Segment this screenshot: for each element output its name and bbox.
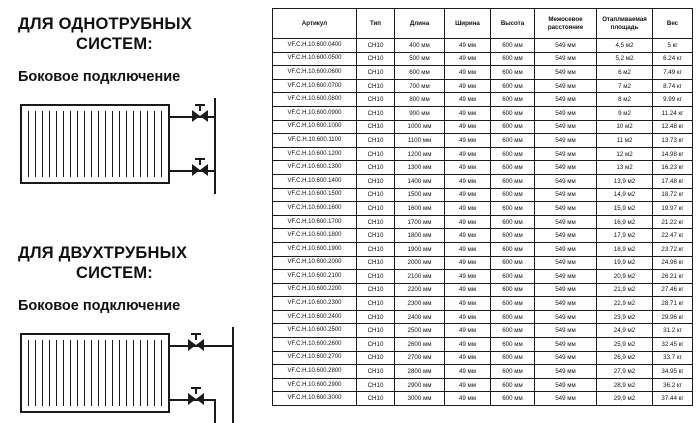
cell-article: VF.C.H.10.600.1100 — [273, 134, 357, 148]
cell-center-distance: 549 мм — [535, 365, 597, 379]
cell-width: 49 мм — [445, 365, 491, 379]
cell-type: CH10 — [357, 365, 395, 379]
cell-length: 800 мм — [395, 93, 445, 107]
table-row — [273, 174, 693, 188]
cell-length: 2400 мм — [395, 310, 445, 324]
two-pipe-diagram — [18, 327, 254, 423]
cell-heated-area: 5,2 м2 — [597, 52, 653, 66]
cell-heated-area: 10 м2 — [597, 120, 653, 134]
cell-width: 49 мм — [445, 39, 491, 53]
cell-width: 49 мм — [445, 229, 491, 243]
cell-length: 1200 мм — [395, 147, 445, 161]
cell-heated-area: 13 м2 — [597, 161, 653, 175]
cell-weight: 34.95 кг — [653, 365, 693, 379]
table-row — [273, 66, 693, 80]
cell-center-distance: 549 мм — [535, 270, 597, 284]
cell-type: CH10 — [357, 242, 395, 256]
radiator-body-two — [20, 333, 170, 413]
cell-heated-area: 29,9 м2 — [597, 392, 653, 406]
cell-center-distance: 549 мм — [535, 93, 597, 107]
table-row — [273, 392, 693, 406]
cell-width: 49 мм — [445, 106, 491, 120]
cell-length: 1600 мм — [395, 202, 445, 216]
radiator-fins-two — [28, 340, 162, 406]
cell-type: CH10 — [357, 134, 395, 148]
cell-heated-area: 24,9 м2 — [597, 324, 653, 338]
table-row — [273, 338, 693, 352]
cell-width: 49 мм — [445, 392, 491, 406]
cell-width: 49 мм — [445, 256, 491, 270]
specs-table-head — [273, 9, 693, 39]
cell-weight: 27.46 кг — [653, 283, 693, 297]
table-row — [273, 270, 693, 284]
cell-article: VF.C.H.10.600.1700 — [273, 215, 357, 229]
cell-height: 600 мм — [491, 188, 535, 202]
two-pipe-title — [18, 243, 258, 283]
single-pipe-title — [18, 14, 258, 54]
cell-article: VF.C.H.10.600.2900 — [273, 378, 357, 392]
table-row — [273, 39, 693, 53]
single-pipe-title-line2: СИСТЕМ: — [76, 35, 154, 53]
single-pipe-diagram — [18, 98, 254, 194]
cell-center-distance: 549 мм — [535, 283, 597, 297]
cell-weight: 16.23 кг — [653, 161, 693, 175]
cell-weight: 13.73 кг — [653, 134, 693, 148]
cell-weight: 26.21 кг — [653, 270, 693, 284]
table-row — [273, 229, 693, 243]
cell-type: CH10 — [357, 188, 395, 202]
cell-article: VF.C.H.10.600.2800 — [273, 365, 357, 379]
cell-height: 600 мм — [491, 93, 535, 107]
cell-type: CH10 — [357, 392, 395, 406]
table-header-row — [273, 9, 693, 39]
cell-center-distance: 549 мм — [535, 242, 597, 256]
cell-height: 600 мм — [491, 106, 535, 120]
cell-height: 600 мм — [491, 174, 535, 188]
cell-width: 49 мм — [445, 378, 491, 392]
cell-height: 600 мм — [491, 351, 535, 365]
table-row — [273, 256, 693, 270]
th-article: Артикул — [273, 9, 357, 39]
cell-type: CH10 — [357, 324, 395, 338]
specs-table-body — [273, 39, 693, 406]
cell-weight: 9.99 кг — [653, 93, 693, 107]
cell-type: CH10 — [357, 174, 395, 188]
cell-width: 49 мм — [445, 202, 491, 216]
cell-weight: 28.71 кг — [653, 297, 693, 311]
cell-type: CH10 — [357, 297, 395, 311]
cell-length: 1400 мм — [395, 174, 445, 188]
cell-weight: 21.22 кг — [653, 215, 693, 229]
cell-type: CH10 — [357, 229, 395, 243]
cell-width: 49 мм — [445, 134, 491, 148]
cell-height: 600 мм — [491, 66, 535, 80]
cell-width: 49 мм — [445, 270, 491, 284]
cell-center-distance: 549 мм — [535, 215, 597, 229]
th-heated-area: Отапливаемая площадь — [597, 9, 653, 39]
cell-width: 49 мм — [445, 93, 491, 107]
cell-width: 49 мм — [445, 161, 491, 175]
cell-weight: 22.47 кг — [653, 229, 693, 243]
cell-center-distance: 549 мм — [535, 39, 597, 53]
cell-weight: 24.96 кг — [653, 256, 693, 270]
cell-weight: 23.72 кг — [653, 242, 693, 256]
radiator-fins-single — [28, 111, 162, 177]
cell-length: 2600 мм — [395, 338, 445, 352]
cell-length: 2900 мм — [395, 378, 445, 392]
cell-length: 1800 мм — [395, 229, 445, 243]
table-row — [273, 283, 693, 297]
cell-weight: 8.74 кг — [653, 79, 693, 93]
table-row — [273, 134, 693, 148]
cell-heated-area: 23,9 м2 — [597, 310, 653, 324]
cell-center-distance: 549 мм — [535, 106, 597, 120]
cell-weight: 37.44 кг — [653, 392, 693, 406]
table-row — [273, 93, 693, 107]
cell-weight: 6.24 кг — [653, 52, 693, 66]
cell-article: VF.C.H.10.600.2300 — [273, 297, 357, 311]
cell-article: VF.C.H.10.600.2400 — [273, 310, 357, 324]
cell-length: 1900 мм — [395, 242, 445, 256]
cell-length: 2100 мм — [395, 270, 445, 284]
cell-width: 49 мм — [445, 242, 491, 256]
cell-length: 1300 мм — [395, 161, 445, 175]
cell-heated-area: 8 м2 — [597, 93, 653, 107]
table-row — [273, 188, 693, 202]
valve-top-single — [192, 110, 208, 122]
cell-type: CH10 — [357, 283, 395, 297]
cell-article: VF.C.H.10.600.1300 — [273, 161, 357, 175]
cell-heated-area: 19,9 м2 — [597, 256, 653, 270]
table-row — [273, 106, 693, 120]
cell-type: CH10 — [357, 378, 395, 392]
table-row — [273, 242, 693, 256]
table-row — [273, 52, 693, 66]
table-row — [273, 147, 693, 161]
table-row — [273, 120, 693, 134]
cell-length: 2500 мм — [395, 324, 445, 338]
cell-article: VF.C.H.10.600.3000 — [273, 392, 357, 406]
pipe-riser-single — [214, 98, 216, 194]
cell-article: VF.C.H.10.600.0600 — [273, 66, 357, 80]
cell-height: 600 мм — [491, 161, 535, 175]
cell-center-distance: 549 мм — [535, 188, 597, 202]
cell-weight: 33.7 кг — [653, 351, 693, 365]
cell-type: CH10 — [357, 310, 395, 324]
cell-heated-area: 7 м2 — [597, 79, 653, 93]
cell-type: CH10 — [357, 120, 395, 134]
cell-article: VF.C.H.10.600.0400 — [273, 39, 357, 53]
table-row — [273, 161, 693, 175]
cell-weight: 36.2 кг — [653, 378, 693, 392]
cell-article: VF.C.H.10.600.2600 — [273, 338, 357, 352]
table-row — [273, 297, 693, 311]
cell-width: 49 мм — [445, 52, 491, 66]
single-pipe-block — [18, 14, 258, 194]
table-row — [273, 79, 693, 93]
cell-article: VF.C.H.10.600.1500 — [273, 188, 357, 202]
cell-width: 49 мм — [445, 324, 491, 338]
cell-type: CH10 — [357, 93, 395, 107]
cell-width: 49 мм — [445, 283, 491, 297]
cell-center-distance: 549 мм — [535, 52, 597, 66]
cell-type: CH10 — [357, 215, 395, 229]
cell-heated-area: 12 м2 — [597, 147, 653, 161]
cell-length: 2200 мм — [395, 283, 445, 297]
cell-width: 49 мм — [445, 174, 491, 188]
two-pipe-title-line2: СИСТЕМ: — [76, 264, 154, 282]
cell-heated-area: 26,9 м2 — [597, 351, 653, 365]
cell-width: 49 мм — [445, 215, 491, 229]
cell-weight: 14.98 кг — [653, 147, 693, 161]
cell-height: 600 мм — [491, 215, 535, 229]
cell-weight: 31.2 кг — [653, 324, 693, 338]
cell-length: 1100 мм — [395, 134, 445, 148]
single-pipe-title-line1: ДЛЯ ОДНОТРУБНЫХ — [18, 15, 192, 33]
pipe-riser-return-two — [214, 399, 216, 423]
cell-center-distance: 549 мм — [535, 147, 597, 161]
cell-length: 500 мм — [395, 52, 445, 66]
cell-weight: 7.49 кг — [653, 66, 693, 80]
cell-article: VF.C.H.10.600.0700 — [273, 79, 357, 93]
cell-center-distance: 549 мм — [535, 134, 597, 148]
cell-height: 600 мм — [491, 147, 535, 161]
cell-length: 600 мм — [395, 66, 445, 80]
cell-height: 600 мм — [491, 310, 535, 324]
cell-heated-area: 9 м2 — [597, 106, 653, 120]
cell-center-distance: 549 мм — [535, 229, 597, 243]
cell-heated-area: 21,9 м2 — [597, 283, 653, 297]
cell-article: VF.C.H.10.600.1400 — [273, 174, 357, 188]
cell-article: VF.C.H.10.600.2700 — [273, 351, 357, 365]
cell-center-distance: 549 мм — [535, 324, 597, 338]
cell-center-distance: 549 мм — [535, 310, 597, 324]
cell-height: 600 мм — [491, 338, 535, 352]
cell-center-distance: 549 мм — [535, 338, 597, 352]
cell-weight: 17.48 кг — [653, 174, 693, 188]
cell-article: VF.C.H.10.600.1900 — [273, 242, 357, 256]
table-row — [273, 215, 693, 229]
cell-width: 49 мм — [445, 338, 491, 352]
cell-height: 600 мм — [491, 229, 535, 243]
valve-top-two — [188, 339, 204, 351]
cell-height: 600 мм — [491, 134, 535, 148]
specs-table-wrap — [272, 8, 692, 406]
cell-center-distance: 549 мм — [535, 202, 597, 216]
cell-type: CH10 — [357, 338, 395, 352]
cell-heated-area: 22,9 м2 — [597, 297, 653, 311]
left-panel — [0, 0, 268, 421]
cell-heated-area: 18,9 м2 — [597, 242, 653, 256]
cell-article: VF.C.H.10.600.2500 — [273, 324, 357, 338]
cell-weight: 11.24 кг — [653, 106, 693, 120]
cell-center-distance: 549 мм — [535, 351, 597, 365]
cell-center-distance: 549 мм — [535, 392, 597, 406]
cell-type: CH10 — [357, 39, 395, 53]
cell-article: VF.C.H.10.600.1200 — [273, 147, 357, 161]
two-pipe-block — [18, 243, 258, 423]
cell-article: VF.C.H.10.600.0800 — [273, 93, 357, 107]
cell-height: 600 мм — [491, 39, 535, 53]
cell-length: 1700 мм — [395, 215, 445, 229]
cell-center-distance: 549 мм — [535, 79, 597, 93]
cell-center-distance: 549 мм — [535, 161, 597, 175]
cell-article: VF.C.H.10.600.2100 — [273, 270, 357, 284]
valve-bottom-two — [188, 393, 204, 405]
table-row — [273, 378, 693, 392]
th-weight: Вес — [653, 9, 693, 39]
cell-length: 700 мм — [395, 79, 445, 93]
cell-type: CH10 — [357, 66, 395, 80]
cell-article: VF.C.H.10.600.2200 — [273, 283, 357, 297]
cell-width: 49 мм — [445, 147, 491, 161]
table-row — [273, 365, 693, 379]
cell-center-distance: 549 мм — [535, 256, 597, 270]
cell-length: 400 мм — [395, 39, 445, 53]
table-row — [273, 202, 693, 216]
cell-article: VF.C.H.10.600.1600 — [273, 202, 357, 216]
cell-height: 600 мм — [491, 365, 535, 379]
cell-height: 600 мм — [491, 283, 535, 297]
cell-article: VF.C.H.10.600.0900 — [273, 106, 357, 120]
cell-height: 600 мм — [491, 202, 535, 216]
cell-type: CH10 — [357, 106, 395, 120]
cell-height: 600 мм — [491, 120, 535, 134]
cell-width: 49 мм — [445, 188, 491, 202]
cell-center-distance: 549 мм — [535, 297, 597, 311]
cell-type: CH10 — [357, 256, 395, 270]
cell-length: 3000 мм — [395, 392, 445, 406]
cell-heated-area: 28,9 м2 — [597, 378, 653, 392]
th-type: Тип — [357, 9, 395, 39]
th-center-distance: Межосевое расстояние — [535, 9, 597, 39]
cell-article: VF.C.H.10.600.1800 — [273, 229, 357, 243]
cell-width: 49 мм — [445, 310, 491, 324]
two-pipe-subtitle: Боковое подключение — [18, 298, 181, 314]
valve-bottom-single — [192, 164, 208, 176]
cell-type: CH10 — [357, 52, 395, 66]
cell-weight: 5 кг — [653, 39, 693, 53]
cell-heated-area: 11 м2 — [597, 134, 653, 148]
cell-height: 600 мм — [491, 324, 535, 338]
cell-heated-area: 4,5 м2 — [597, 39, 653, 53]
cell-weight: 18.72 кг — [653, 188, 693, 202]
cell-length: 2000 мм — [395, 256, 445, 270]
cell-length: 1000 мм — [395, 120, 445, 134]
pipe-riser-supply-two — [232, 327, 234, 423]
cell-type: CH10 — [357, 79, 395, 93]
th-width: Ширина — [445, 9, 491, 39]
cell-width: 49 мм — [445, 351, 491, 365]
cell-weight: 12.48 кг — [653, 120, 693, 134]
th-height: Высота — [491, 9, 535, 39]
cell-center-distance: 549 мм — [535, 378, 597, 392]
cell-heated-area: 15,9 м2 — [597, 202, 653, 216]
two-pipe-title-line1: ДЛЯ ДВУХТРУБНЫХ — [18, 244, 188, 262]
cell-type: CH10 — [357, 161, 395, 175]
cell-length: 2700 мм — [395, 351, 445, 365]
cell-height: 600 мм — [491, 52, 535, 66]
cell-heated-area: 6 м2 — [597, 66, 653, 80]
cell-height: 600 мм — [491, 378, 535, 392]
cell-heated-area: 17,9 м2 — [597, 229, 653, 243]
cell-height: 600 мм — [491, 79, 535, 93]
cell-heated-area: 13,9 м2 — [597, 174, 653, 188]
cell-article: VF.C.H.10.600.2000 — [273, 256, 357, 270]
cell-heated-area: 25,9 м2 — [597, 338, 653, 352]
cell-weight: 32.45 кг — [653, 338, 693, 352]
cell-type: CH10 — [357, 202, 395, 216]
cell-center-distance: 549 мм — [535, 174, 597, 188]
cell-height: 600 мм — [491, 297, 535, 311]
specs-table — [272, 8, 693, 406]
cell-article: VF.C.H.10.600.1000 — [273, 120, 357, 134]
cell-heated-area: 20,9 м2 — [597, 270, 653, 284]
th-length: Длина — [395, 9, 445, 39]
cell-weight: 29.96 кг — [653, 310, 693, 324]
cell-heated-area: 16,9 м2 — [597, 215, 653, 229]
cell-length: 2800 мм — [395, 365, 445, 379]
cell-width: 49 мм — [445, 120, 491, 134]
cell-width: 49 мм — [445, 297, 491, 311]
cell-weight: 19.97 кг — [653, 202, 693, 216]
cell-article: VF.C.H.10.600.0500 — [273, 52, 357, 66]
table-row — [273, 310, 693, 324]
cell-height: 600 мм — [491, 270, 535, 284]
cell-center-distance: 549 мм — [535, 66, 597, 80]
cell-width: 49 мм — [445, 79, 491, 93]
cell-height: 600 мм — [491, 256, 535, 270]
table-row — [273, 351, 693, 365]
single-pipe-subtitle: Боковое подключение — [18, 69, 181, 85]
cell-heated-area: 27,9 м2 — [597, 365, 653, 379]
table-row — [273, 324, 693, 338]
cell-type: CH10 — [357, 351, 395, 365]
radiator-body-single — [20, 104, 170, 184]
cell-height: 600 мм — [491, 242, 535, 256]
cell-length: 1500 мм — [395, 188, 445, 202]
cell-type: CH10 — [357, 147, 395, 161]
cell-length: 2300 мм — [395, 297, 445, 311]
cell-heated-area: 14,9 м2 — [597, 188, 653, 202]
cell-center-distance: 549 мм — [535, 120, 597, 134]
cell-width: 49 мм — [445, 66, 491, 80]
cell-length: 900 мм — [395, 106, 445, 120]
cell-height: 600 мм — [491, 392, 535, 406]
cell-type: CH10 — [357, 270, 395, 284]
